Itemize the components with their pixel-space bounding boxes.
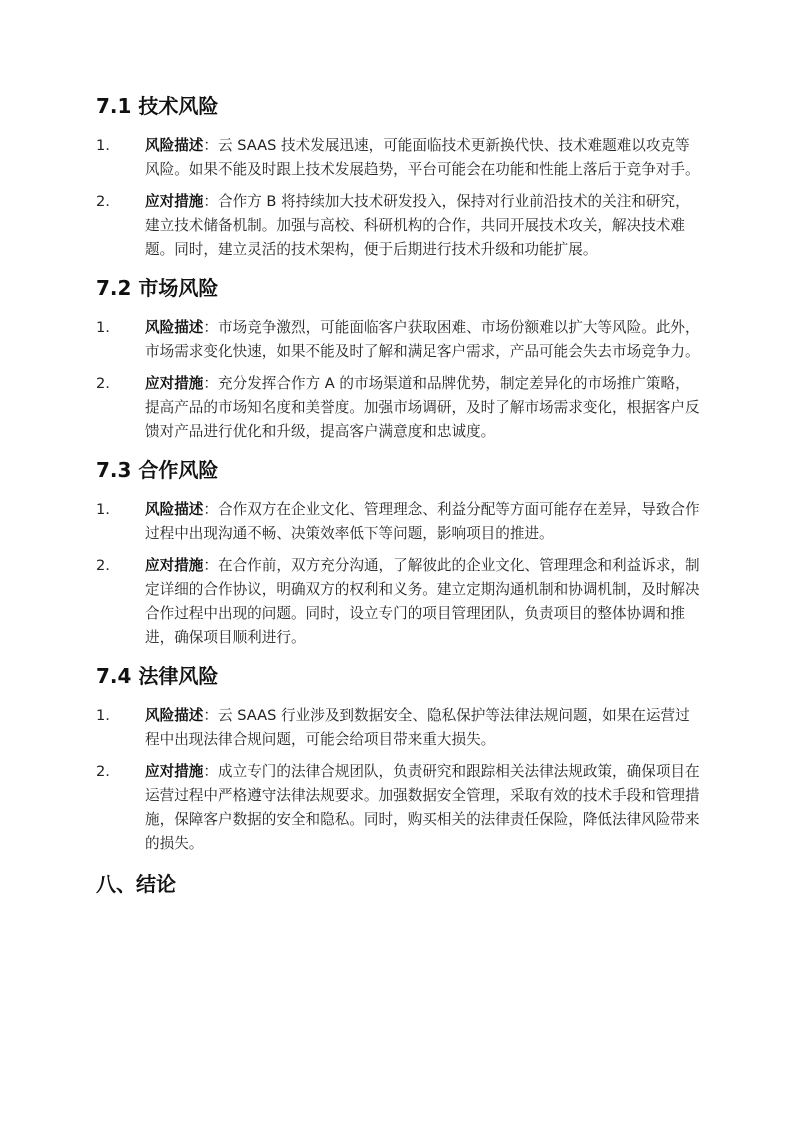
item-label: 风险描述 (145, 707, 204, 724)
item-text: 云 SAAS 行业涉及到数据安全、隐私保护等法律法规问题，如果在运营过程中出现法律合规问题，可能会给项目带来重大损失。 (145, 707, 690, 748)
risk-list (96, 316, 702, 444)
item-text: 在合作前，双方充分沟通，了解彼此的企业文化、管理理念和利益诉求，制定详细的合作协议，明确双方的权利和义务。建立定期沟通机制和协调机制，及时解决合作过程中出现的问题。同时，设立专门的项目管理团队，负责项目的整体协调和推进，确保项目顺利进行。 (145, 557, 700, 646)
item-label: 风险描述 (145, 501, 204, 518)
item-text: 成立专门的法律合规团队，负责研究和跟踪相关法律法规政策，确保项目在运营过程中严格遵守法律法规要求。加强数据安全管理，采取有效的技术手段和管理措施，保障客户数据的安全和隐私。同时，购买相关的法律责任保险，降低法律风险带来的损失。 (145, 763, 700, 852)
item-number: 2. (96, 375, 110, 392)
item-label: 应对措施 (145, 375, 204, 392)
item-number: 1. (96, 137, 110, 154)
item-label: 风险描述 (145, 319, 204, 336)
section-title: 7.3 合作风险 (96, 458, 219, 482)
item-label: 应对措施 (145, 557, 204, 574)
risk-list (96, 134, 702, 262)
risk-list (96, 498, 702, 650)
item-separator: ： (203, 557, 218, 574)
item-number: 1. (96, 707, 110, 724)
item-separator: ： (203, 501, 218, 518)
item-separator: ： (203, 137, 218, 154)
item-number: 1. (96, 319, 110, 336)
item-label: 应对措施 (145, 193, 204, 210)
item-text: 市场竞争激烈，可能面临客户获取困难、市场份额难以扩大等风险。此外，市场需求变化快速，如果不能及时了解和满足客户需求，产品可能会失去市场竞争力。 (145, 319, 700, 360)
item-number: 1. (96, 501, 110, 518)
list-item (96, 134, 702, 182)
item-text: 合作双方在企业文化、管理理念、利益分配等方面可能存在差异，导致合作过程中出现沟通不畅、决策效率低下等问题，影响项目的推进。 (145, 501, 700, 542)
list-item (96, 316, 702, 364)
section-title: 7.2 市场风险 (96, 276, 219, 300)
risk-list (96, 704, 702, 856)
item-label: 应对措施 (145, 763, 204, 780)
item-text: 充分发挥合作方 A 的市场渠道和品牌优势，制定差异化的市场推广策略，提高产品的市场知名度和美誉度。加强市场调研，及时了解市场需求变化，根据客户反馈对产品进行优化和升级，提高客户满意度和忠诚度。 (145, 375, 700, 440)
section-title: 7.4 法律风险 (96, 664, 219, 688)
list-item (96, 760, 702, 856)
chapter-title: 八、结论 (96, 872, 176, 896)
item-number: 2. (96, 193, 110, 210)
list-item (96, 190, 702, 262)
document-page (96, 92, 702, 898)
item-separator: ： (203, 319, 218, 336)
item-number: 2. (96, 557, 110, 574)
item-text: 云 SAAS 技术发展迅速，可能面临技术更新换代快、技术难题难以攻克等风险。如果不能及时跟上技术发展趋势，平台可能会在功能和性能上落后于竞争对手。 (145, 137, 700, 178)
list-item (96, 554, 702, 650)
item-separator: ： (203, 375, 218, 392)
section-conclusion (96, 870, 702, 898)
item-separator: ： (203, 763, 218, 780)
list-item (96, 704, 702, 752)
item-separator: ： (203, 193, 218, 210)
section-technical-risk (96, 92, 702, 262)
item-text: 合作方 B 将持续加大技术研发投入，保持对行业前沿技术的关注和研究，建立技术储备机制。加强与高校、科研机构的合作，共同开展技术攻关，解决技术难题。同时，建立灵活的技术架构，便于后期进行技术升级和功能扩展。 (145, 193, 690, 258)
list-item (96, 498, 702, 546)
section-legal-risk (96, 662, 702, 856)
item-number: 2. (96, 763, 110, 780)
item-label: 风险描述 (145, 137, 204, 154)
section-market-risk (96, 274, 702, 444)
section-cooperation-risk (96, 456, 702, 650)
list-item (96, 372, 702, 444)
section-title: 7.1 技术风险 (96, 94, 219, 118)
item-separator: ： (203, 707, 218, 724)
